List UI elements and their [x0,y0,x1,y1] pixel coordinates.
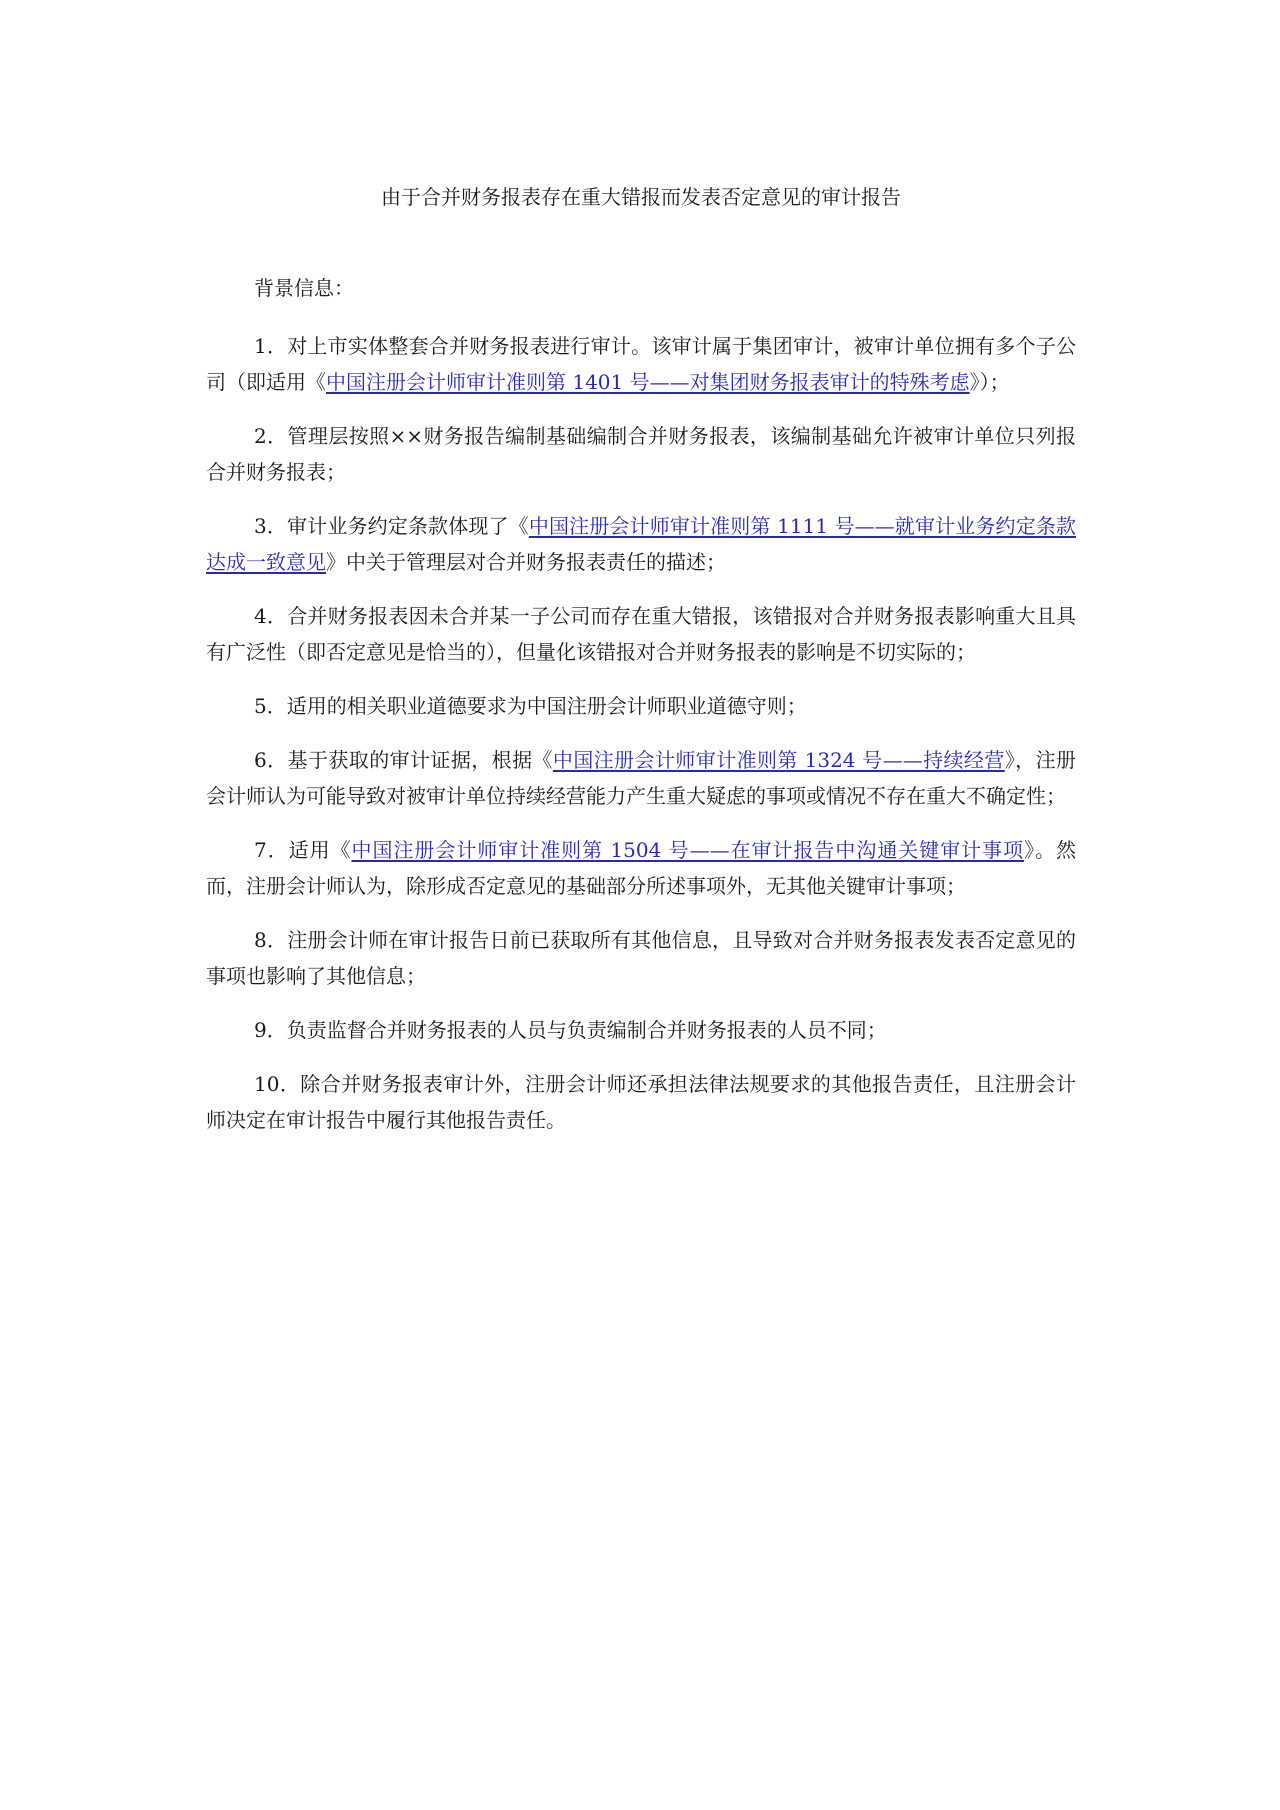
standard-link-1504[interactable]: 中国注册会计师审计准则第 1504 号——在审计报告中沟通关键审计事项 [351,838,1025,862]
standard-link-1401[interactable]: 中国注册会计师审计准则第 1401 号——对集团财务报表审计的特殊考虑 [326,370,970,394]
background-item-2 [206,418,1076,490]
item-text: 4．合并财务报表因未合并某一子公司而存在重大错报，该错报对合并财务报表影响重大且具有广泛性（即否定意见是恰当的），但量化该错报对合并财务报表的影响是不切实际的； [206,604,1076,664]
background-heading: 背景信息： [254,276,354,300]
item-text: 》，注册会计师认为可能导致对被审计单位持续经营能力产生重大疑虑的事项或情况不存在重大不确定性； [206,748,1077,808]
background-item-7 [206,832,1076,904]
item-text: 7．适用《 [254,838,352,862]
standard-link-1111[interactable]: 中国注册会计师审计准则第 1111 号——就审计业务约定条款达成一致意见 [206,514,1076,574]
background-item-5 [206,688,1076,724]
item-text: 1．对上市实体整套合并财务报表进行审计。该审计属于集团审计，被审计单位拥有多个子公司（即适用《 [206,334,1076,394]
document-title: 由于合并财务报表存在重大错报而发表否定意见的审计报告 [381,185,901,209]
item-text: 10．除合并财务报表审计外，注册会计师还承担法律法规要求的其他报告责任，且注册会计师决定在审计报告中履行其他报告责任。 [206,1072,1076,1132]
background-item-9 [206,1012,1076,1048]
item-text: 9．负责监督合并财务报表的人员与负责编制合并财务报表的人员不同； [254,1018,887,1042]
item-text: 》中关于管理层对合并财务报表责任的描述； [326,550,726,574]
item-text: 》。然而，注册会计师认为，除形成否定意见的基础部分所述事项外，无其他关键审计事项； [206,838,1076,898]
item-text: 》）； [969,370,1010,394]
background-item-4 [206,598,1076,670]
background-item-8 [206,922,1076,994]
item-text: 3．审计业务约定条款体现了《 [254,514,529,538]
standard-link-1324[interactable]: 中国注册会计师审计准则第 1324 号——持续经营 [552,748,1005,772]
item-text: 8．注册会计师在审计报告日前已获取所有其他信息，且导致对合并财务报表发表否定意见的事项也影响了其他信息； [206,928,1076,988]
item-text: 6．基于获取的审计证据，根据《 [254,748,553,772]
background-item-6 [206,742,1076,814]
background-item-1 [206,328,1076,400]
document-body [206,270,1076,1156]
item-text: 2．管理层按照××财务报告编制基础编制合并财务报表，该编制基础允许被审计单位只列报合并财务报表； [206,424,1076,484]
background-item-3 [206,508,1076,580]
background-item-10 [206,1066,1076,1138]
item-text: 5．适用的相关职业道德要求为中国注册会计师职业道德守则； [254,694,807,718]
